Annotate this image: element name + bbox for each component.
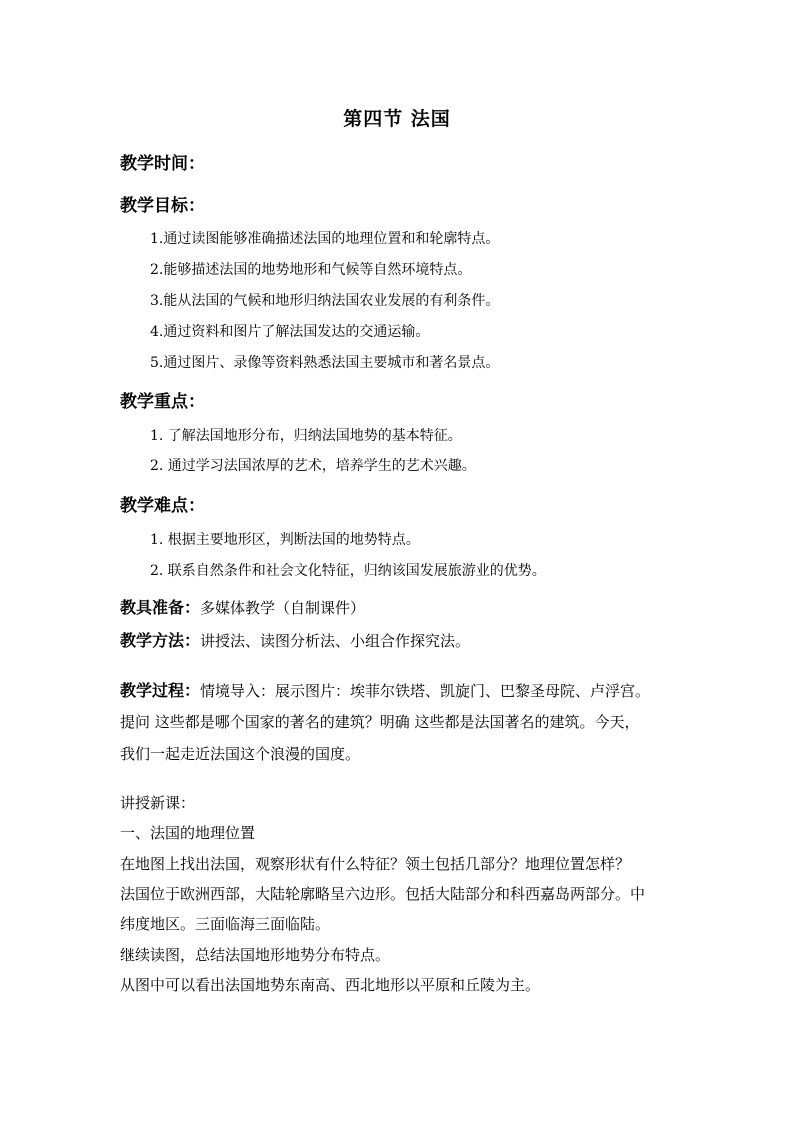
section-heading: 一、法国的地理位置 [120, 824, 256, 842]
key-point-item: 2. 通过学习法国浓厚的艺术，培养学生的艺术兴趣。 [150, 458, 476, 474]
teaching-time-heading: 教学时间： [120, 154, 205, 174]
tools-label: 教具准备： [120, 598, 201, 617]
difficulty-item: 1. 根据主要地形区，判断法国的地势特点。 [150, 532, 420, 548]
tools-value: 多媒体教学（自制课件） [200, 599, 366, 617]
methods-value: 讲授法、读图分析法、小组合作探究法。 [200, 632, 471, 650]
difficulties-heading: 教学难点： [120, 496, 205, 516]
objective-item: 5.通过图片、录像等资料熟悉法国主要城市和著名景点。 [150, 355, 500, 371]
key-points-heading: 教学重点： [120, 392, 205, 412]
body-line: 继续读图，总结法国地形地势分布特点。 [120, 946, 391, 964]
body-line: 纬度地区。三面临海三面临陆。 [120, 915, 331, 933]
objective-item: 1.通过读图能够准确描述法国的地理位置和和轮廓特点。 [150, 231, 500, 247]
difficulty-item: 2. 联系自然条件和社会文化特征，归纳该国发展旅游业的优势。 [150, 563, 546, 579]
new-lesson-label: 讲授新课： [120, 794, 196, 812]
methods-label: 教学方法： [120, 631, 201, 650]
key-point-item: 1. 了解法国地形分布，归纳法国地势的基本特征。 [150, 428, 462, 444]
methods-line [120, 628, 470, 651]
body-line: 法国位于欧洲西部，大陆轮廓略呈六边形。包括大陆部分和科西嘉岛两部分。中 [120, 885, 646, 903]
objectives-heading: 教学目标： [120, 196, 205, 216]
body-line: 在地图上找出法国，观察形状有什么特征？领土包括几部分？地理位置怎样？ [120, 855, 631, 873]
process-line-2: 提问 这些都是哪个国家的著名的建筑？明确 这些都是法国著名的建筑。今天， [120, 713, 640, 731]
body-line: 从图中可以看出法国地势东南高、西北地形以平原和丘陵为主。 [120, 976, 541, 994]
objective-item: 3.能从法国的气候和地形归纳法国农业发展的有利条件。 [150, 293, 500, 309]
page-title: 第四节 法国 [343, 108, 451, 130]
tools-line [120, 595, 365, 618]
objective-item: 2.能够描述法国的地势地形和气候等自然环境特点。 [150, 262, 472, 278]
process-line-3: 我们一起走近法国这个浪漫的国度。 [120, 745, 361, 763]
process-text-1: 情境导入：展示图片：埃菲尔铁塔、凯旋门、巴黎圣母院、卢浮宫。 [200, 682, 651, 700]
process-label: 教学过程： [120, 681, 201, 700]
objective-item: 4.通过资料和图片了解法国发达的交通运输。 [150, 324, 430, 340]
process-line-1 [120, 678, 650, 701]
